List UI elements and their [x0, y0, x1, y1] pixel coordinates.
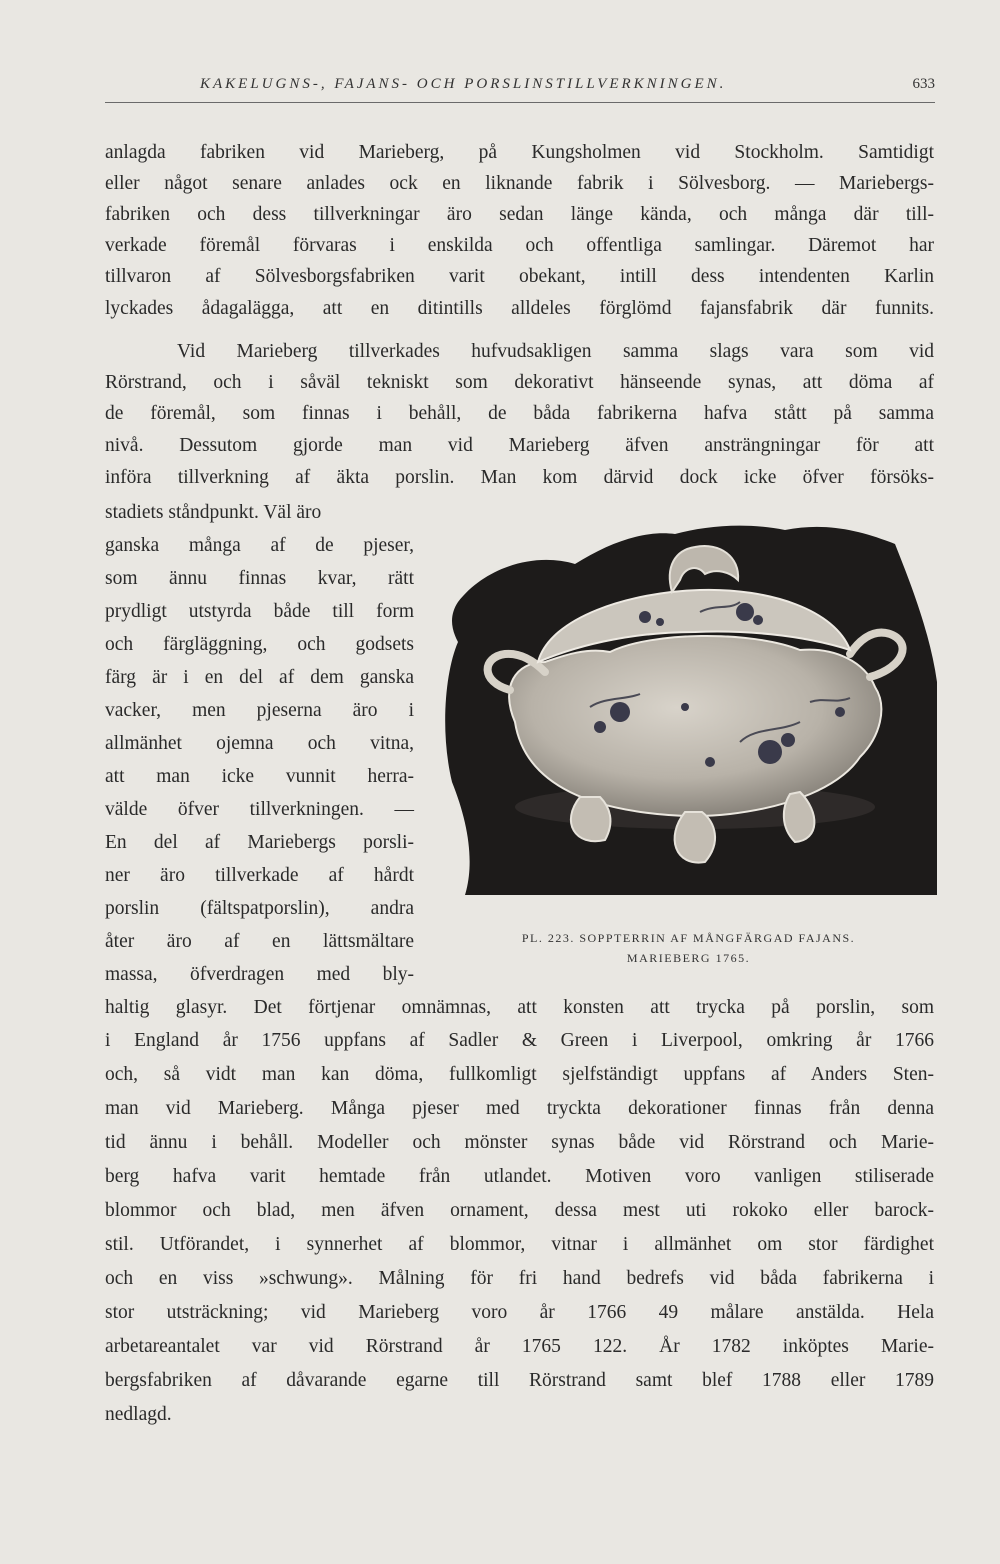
text-line: i England år 1756 uppfans af Sadler & Green i Liverpool, omkring år 1766	[105, 1030, 934, 1051]
text-line: nedlagd.	[105, 1404, 172, 1425]
text-line: som ännu finnas kvar, rätt	[105, 568, 414, 589]
text-line: arbetareantalet var vid Rörstrand år 1765 122. År 1782 inköptes Marie-	[105, 1336, 934, 1357]
text-line: stadiets ståndpunkt. Väl äro	[105, 502, 322, 523]
text-line: införa tillverkning af äkta porslin. Man kom därvid dock icke öfver försöks-	[105, 467, 934, 488]
text-line: anlagda fabriken vid Marieberg, på Kungsholmen vid Stockholm. Samtidigt	[105, 142, 934, 163]
text-line: man vid Marieberg. Många pjeser med tryckta dekorationer finnas från denna	[105, 1098, 934, 1119]
text-line: eller något senare anlades ock en liknande fabrik i Sölvesborg. — Mariebergs-	[105, 173, 934, 194]
text-line: färg är i en del af dem ganska	[105, 667, 414, 688]
text-line: massa, öfverdragen med bly-	[105, 964, 414, 985]
text-line: porslin (fältspatporslin), andra	[105, 898, 414, 919]
text-line: nivå. Dessutom gjorde man vid Marieberg äfven ansträngningar för att	[105, 435, 934, 456]
text-line: Rörstrand, och i såväl tekniskt som dekorativt hänseende synas, att döma af	[105, 372, 934, 393]
text-line: ner äro tillverkade af hårdt	[105, 865, 414, 886]
text-line: fabriken och dess tillverkningar äro sedan länge kända, och många där till-	[105, 204, 934, 225]
text-line: tid ännu i behåll. Modeller och mönster synas både vid Rörstrand och Marie-	[105, 1132, 934, 1153]
text-line: allmänhet ojemna och vitna,	[105, 733, 414, 754]
text-line: verkade föremål förvaras i enskilda och offentliga samlingar. Däremot har	[105, 235, 934, 256]
page-number: 633	[912, 76, 935, 92]
text-line: och, så vidt man kan döma, fullkomligt sjelfständigt uppfans af Anders Sten-	[105, 1064, 934, 1085]
text-line: stil. Utförandet, i synnerhet af blommor, vitnar i allmänhet om stor färdighet	[105, 1234, 934, 1255]
text-line: blommor och blad, men äfven ornament, dessa mest uti rokoko eller barock-	[105, 1200, 934, 1221]
text-line: vacker, men pjeserna äro i	[105, 700, 414, 721]
text-line: och färgläggning, och godsets	[105, 634, 414, 655]
text-line: tillvaron af Sölvesborgsfabriken varit obekant, intill dess intendenten Karlin	[105, 266, 934, 287]
text-line: välde öfver tillverkningen. —	[105, 799, 414, 820]
text-line: att man icke vunnit herra-	[105, 766, 414, 787]
text-line: stor utsträckning; vid Marieberg voro år 1766 49 målare anstälda. Hela	[105, 1302, 934, 1323]
caption-line: PL. 223. SOPPTERRIN AF MÅNGFÄRGAD FAJANS.	[521, 931, 856, 945]
text-line: haltig glasyr. Det förtjenar omnämnas, att konsten att trycka på porslin, som	[105, 997, 934, 1018]
text-line: bergsfabriken af dåvarande egarne till Rörstrand samt blef 1788 eller 1789	[105, 1370, 934, 1391]
caption-line: MARIEBERG 1765.	[626, 951, 751, 965]
running-title: KAKELUGNS-, FAJANS- OCH PORSLINSTILLVERKNINGEN.	[200, 76, 727, 92]
text-line: åter äro af en lättsmältare	[105, 931, 414, 952]
text-line: ganska många af de pjeser,	[105, 535, 414, 556]
text-line: de föremål, som finnas i behåll, de båda fabrikerna hafva stått på samma	[105, 403, 934, 424]
soup-tureen-plate	[440, 522, 937, 895]
text-line: lyckades ådagalägga, att en ditintills alldeles förglömd fajansfabrik där funnits.	[105, 298, 934, 319]
plate-caption	[440, 928, 937, 968]
text-line: berg hafva varit hemtade från utlandet. Motiven voro vanligen stiliserade	[105, 1166, 934, 1187]
text-line: En del af Mariebergs porsli-	[105, 832, 414, 853]
text-line: och en viss »schwung». Målning för fri hand bedrefs vid båda fabrikerna i	[105, 1268, 934, 1289]
text-line: Vid Marieberg tillverkades hufvudsakligen samma slags vara som vid	[177, 341, 934, 362]
text-line: prydligt utstyrda både till form	[105, 601, 414, 622]
